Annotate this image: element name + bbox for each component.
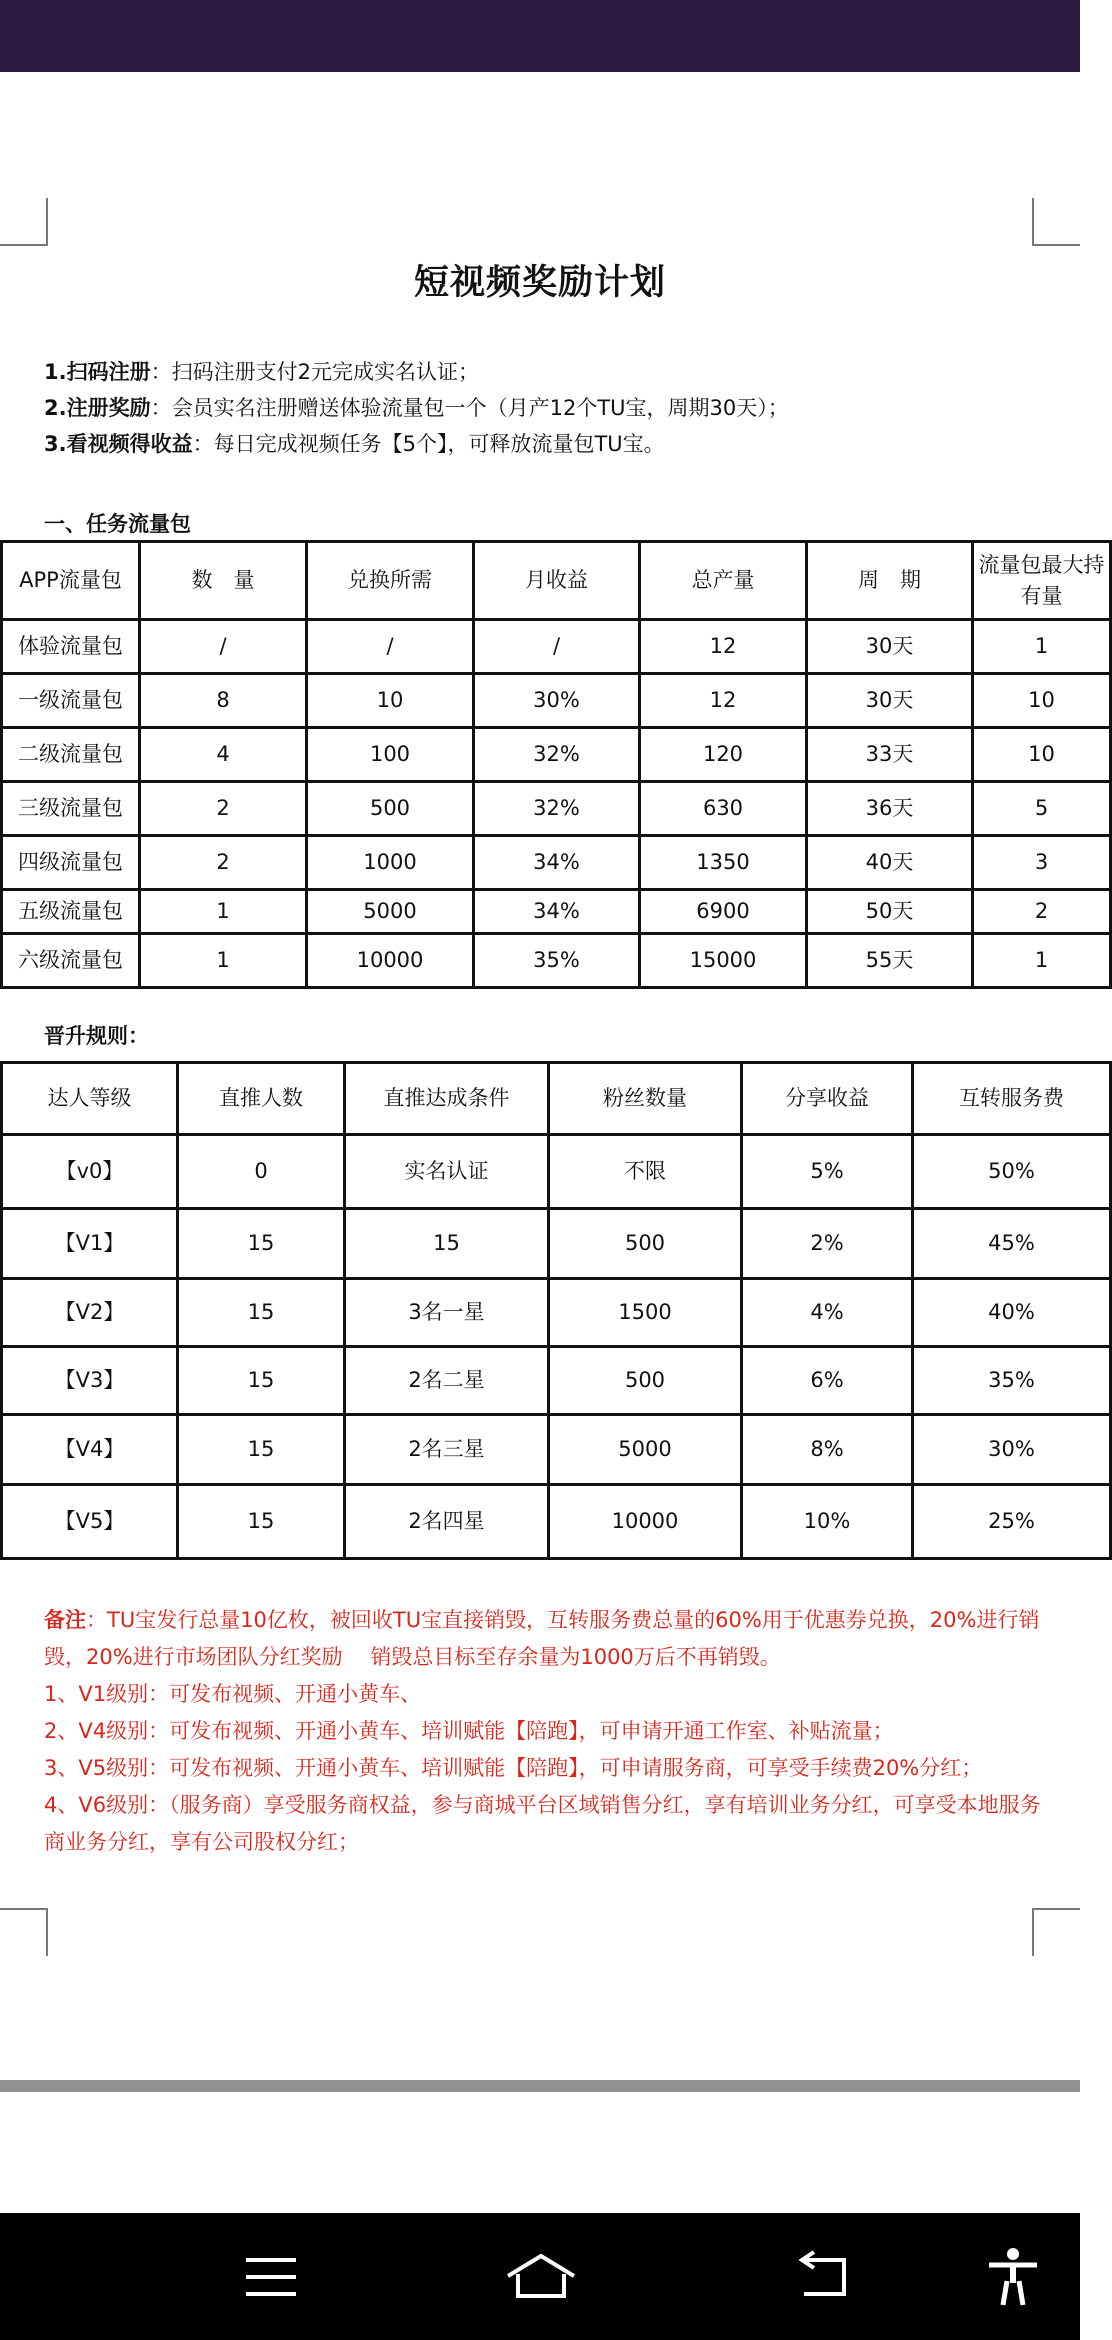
table-cell: 25%	[913, 1485, 1111, 1559]
table-cell: 五级流量包	[2, 890, 140, 934]
table-cell: 2	[140, 836, 307, 890]
intro-item	[44, 354, 1054, 390]
table-cell: 35%	[913, 1347, 1111, 1415]
table-cell: 【V5】	[2, 1485, 178, 1559]
table-cell: 4	[140, 728, 307, 782]
table-cell: 15	[178, 1209, 345, 1279]
table-header-cell: 直推达成条件	[345, 1063, 549, 1135]
table-cell: 15	[178, 1279, 345, 1347]
remarks-lead: 备注	[44, 1608, 86, 1632]
table-row	[2, 782, 1111, 836]
table-cell: 8%	[742, 1415, 913, 1485]
intro-item-label: 3.看视频得收益	[44, 432, 193, 456]
table-header-cell: 互转服务费	[913, 1063, 1111, 1135]
table-cell: 实名认证	[345, 1135, 549, 1209]
table-cell: 15	[178, 1415, 345, 1485]
table-cell: 40天	[807, 836, 973, 890]
table-header-cell: 总产量	[640, 542, 807, 620]
table-cell: 2名三星	[345, 1415, 549, 1485]
table-cell: 2名二星	[345, 1347, 549, 1415]
table-header-row	[2, 542, 1111, 620]
table-cell: 10	[307, 674, 474, 728]
back-icon	[794, 2252, 854, 2302]
table-header-row	[2, 1063, 1111, 1135]
table-cell: 2%	[742, 1209, 913, 1279]
table-cell: 30天	[807, 674, 973, 728]
table-row	[2, 1209, 1111, 1279]
promotion-rules-table	[0, 1061, 1112, 1560]
status-bar	[0, 0, 1080, 72]
table-cell: 50天	[807, 890, 973, 934]
table-cell: 【V2】	[2, 1279, 178, 1347]
remarks-item: 1、V1级别：可发布视频、开通小黄车、	[44, 1682, 422, 1706]
table-cell: 55天	[807, 934, 973, 988]
table-cell: 不限	[549, 1135, 742, 1209]
intro-list	[44, 354, 1054, 462]
table-cell: 15	[178, 1347, 345, 1415]
remarks-first-text: ：TU宝发行总量10亿枚，被回收TU宝直接销毁，互转服务费总量的60%用于优惠券兑换，20%进行销毁，20%进行市场团队分红奖励 销毁总目标至存余量为1000万后不再销毁。	[44, 1608, 1040, 1669]
table-cell: 6900	[640, 890, 807, 934]
remarks-item: 2、V4级别：可发布视频、开通小黄车、培训赋能【陪跑】，可申请开通工作室、补贴流量；	[44, 1719, 894, 1743]
table-cell: 5%	[742, 1135, 913, 1209]
table-cell: 10	[973, 674, 1111, 728]
remarks-intro	[44, 1602, 1044, 1676]
intro-item-text: ：每日完成视频任务【5个】，可释放流量包TU宝。	[192, 432, 665, 456]
table-row	[2, 728, 1111, 782]
intro-item-text: ：扫码注册支付2元完成实名认证；	[150, 360, 479, 384]
table-cell: /	[474, 620, 640, 674]
table-cell: 1	[140, 934, 307, 988]
table-cell: 15000	[640, 934, 807, 988]
table-row	[2, 890, 1111, 934]
table-cell: 【V3】	[2, 1347, 178, 1415]
table-row	[2, 1135, 1111, 1209]
table-cell: 2名四星	[345, 1485, 549, 1559]
table-cell: 120	[640, 728, 807, 782]
task-package-table	[0, 540, 1112, 989]
table-cell: 15	[345, 1209, 549, 1279]
table-cell: 10000	[549, 1485, 742, 1559]
remarks-item: 3、V5级别：可发布视频、开通小黄车、培训赋能【陪跑】，可申请服务商，可享受手续费20%分红；	[44, 1756, 983, 1780]
table-header-cell: 数 量	[140, 542, 307, 620]
table-row	[2, 1415, 1111, 1485]
remarks-section	[44, 1602, 1044, 1861]
table-header-cell: APP流量包	[2, 542, 140, 620]
table-cell: 34%	[474, 890, 640, 934]
table-cell: 36天	[807, 782, 973, 836]
accessibility-button[interactable]	[948, 2213, 1078, 2340]
table-cell: 【V1】	[2, 1209, 178, 1279]
page-divider	[0, 2080, 1080, 2092]
table-cell: 2	[973, 890, 1111, 934]
promotion-rules-heading: 晋升规则：	[44, 1024, 149, 1048]
table-cell: 【V4】	[2, 1415, 178, 1485]
home-button[interactable]	[476, 2213, 606, 2340]
table-cell: 30%	[474, 674, 640, 728]
table-cell: 10%	[742, 1485, 913, 1559]
table-header-cell: 流量包最大持有量	[973, 542, 1111, 620]
table-row	[2, 674, 1111, 728]
table-header-cell: 月收益	[474, 542, 640, 620]
table-cell: 2	[140, 782, 307, 836]
table-cell: 1	[973, 934, 1111, 988]
table-cell: 32%	[474, 782, 640, 836]
table-cell: 630	[640, 782, 807, 836]
accessibility-icon	[987, 2247, 1039, 2307]
table-cell: 500	[549, 1209, 742, 1279]
table-cell: /	[307, 620, 474, 674]
table-header-cell: 周 期	[807, 542, 973, 620]
intro-item-label: 2.注册奖励	[44, 396, 151, 420]
table-cell: 10	[973, 728, 1111, 782]
table-cell: 50%	[913, 1135, 1111, 1209]
table-cell: 1000	[307, 836, 474, 890]
table-cell: 15	[178, 1485, 345, 1559]
table-cell: 30%	[913, 1415, 1111, 1485]
table-cell: 100	[307, 728, 474, 782]
task-section-heading: 一、任务流量包	[44, 512, 191, 536]
page-corner-mark	[0, 198, 48, 246]
table-cell: 4%	[742, 1279, 913, 1347]
table-cell: 10000	[307, 934, 474, 988]
remarks-item: 4、V6级别：（服务商）享受服务商权益，参与商城平台区域销售分红，享有培训业务分红，可享受本地服务商业务分红，享有公司股权分红；	[44, 1793, 1041, 1854]
back-button[interactable]	[759, 2213, 889, 2340]
menu-button[interactable]	[206, 2213, 336, 2340]
table-header-cell: 达人等级	[2, 1063, 178, 1135]
table-cell: 12	[640, 620, 807, 674]
table-cell: 二级流量包	[2, 728, 140, 782]
table-cell: 5000	[307, 890, 474, 934]
table-row	[2, 620, 1111, 674]
table-cell: 45%	[913, 1209, 1111, 1279]
table-cell: 六级流量包	[2, 934, 140, 988]
table-cell: 1350	[640, 836, 807, 890]
table-cell: 5000	[549, 1415, 742, 1485]
table-header-cell: 粉丝数量	[549, 1063, 742, 1135]
table-header-cell: 兑换所需	[307, 542, 474, 620]
system-nav-bar	[0, 2213, 1080, 2340]
intro-item	[44, 426, 1054, 462]
table-cell: 体验流量包	[2, 620, 140, 674]
table-cell: 40%	[913, 1279, 1111, 1347]
table-row	[2, 1347, 1111, 1415]
intro-item	[44, 390, 1054, 426]
page-corner-mark	[0, 1908, 48, 1956]
table-cell: 30天	[807, 620, 973, 674]
table-row	[2, 1485, 1111, 1559]
table-cell: 500	[549, 1347, 742, 1415]
table-cell: 35%	[474, 934, 640, 988]
page-corner-mark	[1032, 198, 1080, 246]
table-cell: 500	[307, 782, 474, 836]
table-cell: 四级流量包	[2, 836, 140, 890]
table-cell: 5	[973, 782, 1111, 836]
menu-icon	[244, 2254, 298, 2300]
table-cell: 1500	[549, 1279, 742, 1347]
table-cell: 0	[178, 1135, 345, 1209]
table-row	[2, 836, 1111, 890]
table-cell: 【v0】	[2, 1135, 178, 1209]
table-cell: 8	[140, 674, 307, 728]
table-cell: 6%	[742, 1347, 913, 1415]
table-cell: 一级流量包	[2, 674, 140, 728]
page-title: 短视频奖励计划	[413, 263, 666, 303]
table-cell: 32%	[474, 728, 640, 782]
home-icon	[504, 2252, 578, 2302]
table-cell: 33天	[807, 728, 973, 782]
table-cell: 1	[140, 890, 307, 934]
intro-item-text: ：会员实名注册赠送体验流量包一个（月产12个TU宝，周期30天）；	[150, 396, 789, 420]
intro-item-label: 1.扫码注册	[44, 360, 151, 384]
page-corner-mark	[1032, 1908, 1080, 1956]
table-cell: 三级流量包	[2, 782, 140, 836]
table-header-cell: 直推人数	[178, 1063, 345, 1135]
table-cell: 12	[640, 674, 807, 728]
table-cell: 3	[973, 836, 1111, 890]
table-cell: 34%	[474, 836, 640, 890]
table-cell: 1	[973, 620, 1111, 674]
table-cell: /	[140, 620, 307, 674]
table-row	[2, 1279, 1111, 1347]
table-cell: 3名一星	[345, 1279, 549, 1347]
table-header-cell: 分享收益	[742, 1063, 913, 1135]
table-row	[2, 934, 1111, 988]
